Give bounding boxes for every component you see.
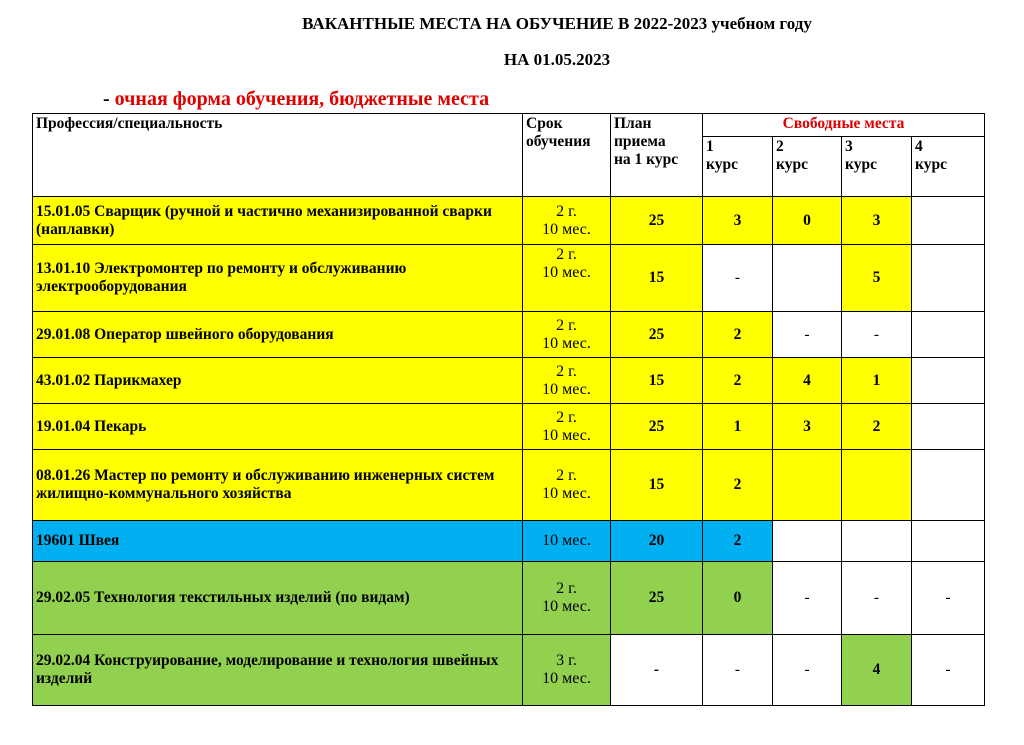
kurs4-cell: -: [912, 635, 985, 706]
kurs2-cell: -: [773, 635, 842, 706]
header-kurs-3: [842, 137, 912, 197]
kurs4-cell: [912, 197, 985, 245]
plan-cell: 25: [611, 562, 703, 635]
plan-cell: 25: [611, 404, 703, 450]
term-months: 10 мес.: [542, 220, 591, 238]
kurs2-cell: 0: [773, 197, 842, 245]
kurs4-cell: [912, 404, 985, 450]
kurs1-cell: 2: [703, 521, 773, 562]
kurs-number: 2: [776, 138, 784, 155]
vacancies-table: [32, 113, 985, 706]
term-cell: [523, 562, 611, 635]
kurs-number: 3: [845, 138, 853, 155]
plan-cell: 25: [611, 197, 703, 245]
header-profession: Профессия/специальность: [33, 114, 523, 197]
kurs3-cell: 5: [842, 245, 912, 312]
kurs1-cell: 0: [703, 562, 773, 635]
table-row: [33, 197, 985, 245]
term-cell: [523, 197, 611, 245]
kurs4-cell: [912, 312, 985, 358]
header-kurs-4: [912, 137, 985, 197]
profession-name: 29.02.05 Технология текстильных изделий (по видам): [33, 562, 523, 635]
kurs2-cell: [773, 450, 842, 521]
plan-cell: 25: [611, 312, 703, 358]
kurs1-cell: 2: [703, 358, 773, 404]
section-subtitle: [103, 88, 489, 111]
term-cell: [523, 358, 611, 404]
kurs-number: 4: [915, 138, 923, 155]
kurs4-cell: -: [912, 562, 985, 635]
kurs-label: курс: [915, 156, 947, 173]
header-plan-line2: приема: [614, 133, 666, 150]
table-row: [33, 245, 985, 312]
term-years: 2 г.: [556, 246, 577, 263]
term-cell: [523, 245, 611, 312]
profession-name: 29.01.08 Оператор швейного оборудования: [33, 312, 523, 358]
subtitle-dash: -: [103, 88, 115, 110]
profession-name: 29.02.04 Конструирование, моделирование и технология швейных изделий: [33, 635, 523, 706]
plan-cell: 15: [611, 358, 703, 404]
plan-cell: 15: [611, 450, 703, 521]
kurs-label: курс: [776, 156, 808, 173]
kurs3-cell: [842, 521, 912, 562]
term-cell: [523, 635, 611, 706]
term-months: 10 мес.: [542, 264, 591, 281]
kurs3-cell: 4: [842, 635, 912, 706]
term-cell: [523, 312, 611, 358]
profession-name: 19.01.04 Пекарь: [33, 404, 523, 450]
header-term: [523, 114, 611, 197]
table-row: [33, 358, 985, 404]
kurs3-cell: -: [842, 562, 912, 635]
kurs3-cell: -: [842, 312, 912, 358]
header-free-places: Свободные места: [703, 114, 985, 137]
term-years: 2 г.: [556, 467, 577, 484]
kurs2-cell: -: [773, 562, 842, 635]
subtitle-text: очная форма обучения, бюджетные места: [114, 88, 490, 110]
header-kurs-2: [773, 137, 842, 197]
kurs4-cell: [912, 358, 985, 404]
kurs3-cell: 1: [842, 358, 912, 404]
kurs1-cell: 2: [703, 312, 773, 358]
kurs1-cell: 1: [703, 404, 773, 450]
kurs2-cell: [773, 521, 842, 562]
table-row: [33, 521, 985, 562]
header-term-line2: обучения: [526, 133, 591, 150]
plan-cell: 15: [611, 245, 703, 312]
term-months: 10 мес.: [542, 426, 591, 444]
document-title: ВАКАНТНЫЕ МЕСТА НА ОБУЧЕНИЕ В 2022-2023 учебном году: [302, 14, 812, 33]
kurs2-cell: 4: [773, 358, 842, 404]
table-header-row: [33, 114, 985, 137]
document-date: НА 01.05.2023: [503, 50, 611, 69]
term-cell: [523, 404, 611, 450]
term-years: 2 г.: [556, 316, 577, 334]
profession-name: 15.01.05 Сварщик (ручной и частично механизированной сварки (наплавки): [33, 197, 523, 245]
kurs2-cell: [773, 245, 842, 312]
profession-name: 19601 Швея: [33, 521, 523, 562]
table-row: [33, 635, 985, 706]
table-row: [33, 562, 985, 635]
kurs3-cell: 2: [842, 404, 912, 450]
kurs2-cell: -: [773, 312, 842, 358]
kurs3-cell: [842, 450, 912, 521]
kurs1-cell: -: [703, 635, 773, 706]
header-term-line1: Срок: [526, 115, 563, 132]
plan-cell: -: [611, 635, 703, 706]
term-months: 10 мес.: [542, 670, 591, 687]
term-months: 10 мес.: [542, 598, 591, 615]
kurs1-cell: 2: [703, 450, 773, 521]
table-row: [33, 450, 985, 521]
kurs4-cell: [912, 450, 985, 521]
table-row: [33, 404, 985, 450]
header-kurs-1: [703, 137, 773, 197]
kurs-number: 1: [706, 138, 714, 155]
term-months: 10 мес.: [542, 334, 591, 352]
header-plan: [611, 114, 703, 197]
kurs4-cell: [912, 245, 985, 312]
kurs-label: курс: [706, 156, 738, 173]
term-months: 10 мес.: [542, 380, 591, 398]
kurs3-cell: 3: [842, 197, 912, 245]
header-plan-line3: на 1 курс: [614, 151, 679, 168]
term-years: 2 г.: [556, 202, 577, 220]
kurs1-cell: -: [703, 245, 773, 312]
header-plan-line1: План: [614, 115, 652, 132]
profession-name: 13.01.10 Электромонтер по ремонту и обслуживанию электрооборудования: [33, 245, 523, 312]
term-years: 3 г.: [556, 652, 577, 669]
term-months: 10 мес.: [542, 485, 591, 502]
profession-name: 43.01.02 Парикмахер: [33, 358, 523, 404]
kurs4-cell: [912, 521, 985, 562]
profession-name: 08.01.26 Мастер по ремонту и обслуживанию инженерных систем жилищно-коммунального хозяйства: [33, 450, 523, 521]
kurs2-cell: 3: [773, 404, 842, 450]
term-cell: 10 мес.: [523, 521, 611, 562]
term-years: 2 г.: [556, 362, 577, 380]
term-years: 2 г.: [556, 408, 577, 426]
plan-cell: 20: [611, 521, 703, 562]
term-years: 2 г.: [556, 580, 577, 597]
table-row: [33, 312, 985, 358]
term-cell: [523, 450, 611, 521]
kurs1-cell: 3: [703, 197, 773, 245]
kurs-label: курс: [845, 156, 877, 173]
